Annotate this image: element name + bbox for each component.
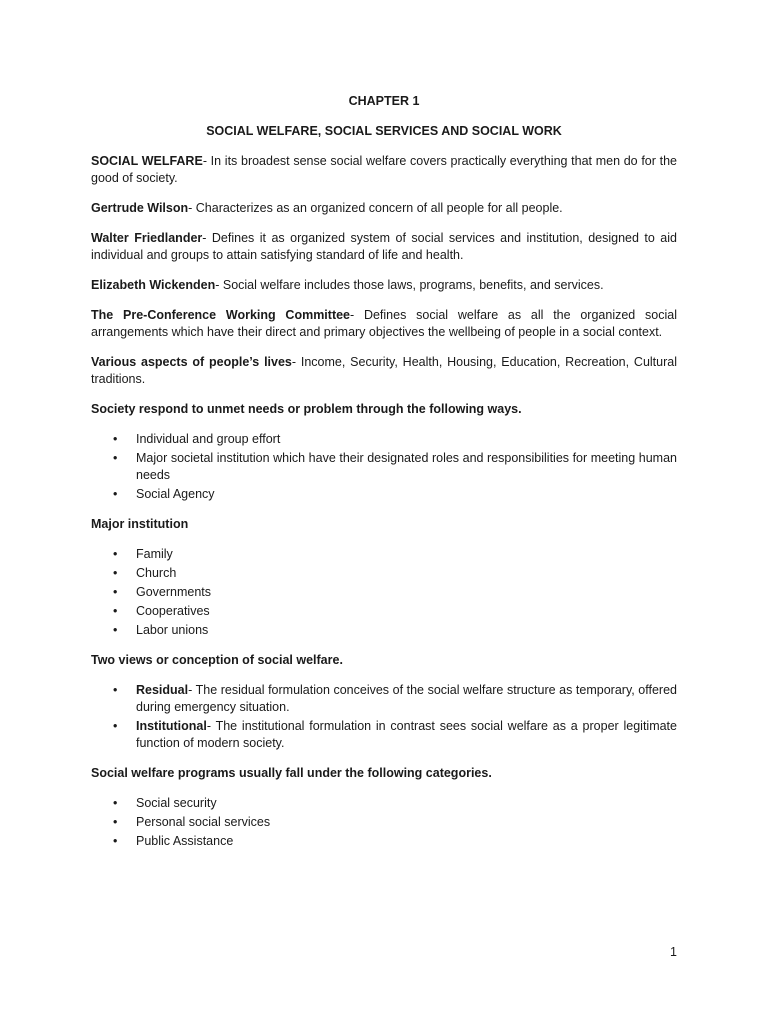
list-item: • Social Agency <box>113 487 215 501</box>
bullet-icon: • <box>113 796 118 810</box>
definition-term: SOCIAL WELFARE <box>91 154 203 168</box>
list-item: • Family <box>113 547 173 561</box>
bullet-icon: • <box>113 432 118 446</box>
bullet-icon: • <box>113 566 118 580</box>
definition-aspects-of-lives <box>91 354 677 388</box>
bullet-icon: • <box>113 683 118 697</box>
document-page <box>91 93 677 863</box>
views-heading: Two views or conception of social welfare. <box>91 653 343 667</box>
bullet-icon: • <box>113 719 118 733</box>
list-item: • Public Assistance <box>113 834 234 848</box>
document-title: SOCIAL WELFARE, SOCIAL SERVICES AND SOCIAL WORK <box>206 124 562 138</box>
chapter-heading: CHAPTER 1 <box>348 94 420 108</box>
list-item: • Church <box>113 566 177 580</box>
list-item: • Personal social services <box>113 815 271 829</box>
list-item: • Major societal institution which have their designated roles and responsibilities for meeting human needs <box>113 451 677 482</box>
list-item: • Institutional- The institutional formulation in contrast sees social welfare as a proper legitimate function of modern society. <box>113 719 677 750</box>
institution-list <box>91 546 677 639</box>
definition-term: Walter Friedlander <box>91 231 203 245</box>
definition-elizabeth-wickenden <box>91 277 677 294</box>
bullet-icon: • <box>113 604 118 618</box>
definition-text: - Social welfare includes those laws, programs, benefits, and services. <box>215 278 604 292</box>
views-list <box>91 682 677 752</box>
list-item: • Individual and group effort <box>113 432 281 446</box>
definition-term: Various aspects of people’s lives <box>91 355 292 369</box>
list-item: • Social security <box>113 796 217 810</box>
bullet-icon: • <box>113 451 118 465</box>
definition-walter-friedlander <box>91 230 677 264</box>
definition-text: - Defines social welfare as all the organized social arrangements which have their direct and primary objectives the wellbeing of people in a social context. <box>91 308 677 339</box>
definition-term: Elizabeth Wickenden <box>91 278 216 292</box>
definition-text: - Characterizes as an organized concern of all people for all people. <box>188 201 563 215</box>
society-list <box>91 431 677 503</box>
bullet-icon: • <box>113 487 118 501</box>
list-item: • Cooperatives <box>113 604 210 618</box>
definition-text: - Defines it as organized system of social services and institution, designed to aid individual and groups to attain satisfying standard of life and health. <box>91 231 677 262</box>
list-item: • Labor unions <box>113 623 209 637</box>
list-item: • Residual- The residual formulation conceives of the social welfare structure as temporary, offered during emergency situation. <box>113 683 677 714</box>
bullet-icon: • <box>113 834 118 848</box>
programs-list <box>91 795 677 850</box>
society-heading: Society respond to unmet needs or problem through the following ways. <box>91 402 522 416</box>
list-item: • Governments <box>113 585 212 599</box>
bullet-icon: • <box>113 623 118 637</box>
definition-pre-conference-committee <box>91 307 677 341</box>
programs-heading: Social welfare programs usually fall under the following categories. <box>91 766 492 780</box>
page-number: 1 <box>670 945 677 959</box>
bullet-icon: • <box>113 547 118 561</box>
institution-heading: Major institution <box>91 517 189 531</box>
definition-social-welfare <box>91 153 677 187</box>
definition-term: Gertrude Wilson <box>91 201 189 215</box>
definition-term: The Pre-Conference Working Committee <box>91 308 351 322</box>
definition-text: - In its broadest sense social welfare covers practically everything that men do for the good of society. <box>91 154 677 185</box>
bullet-icon: • <box>113 585 118 599</box>
definition-gertrude-wilson <box>91 200 677 217</box>
bullet-icon: • <box>113 815 118 829</box>
definition-text: - Income, Security, Health, Housing, Education, Recreation, Cultural traditions. <box>91 355 677 386</box>
